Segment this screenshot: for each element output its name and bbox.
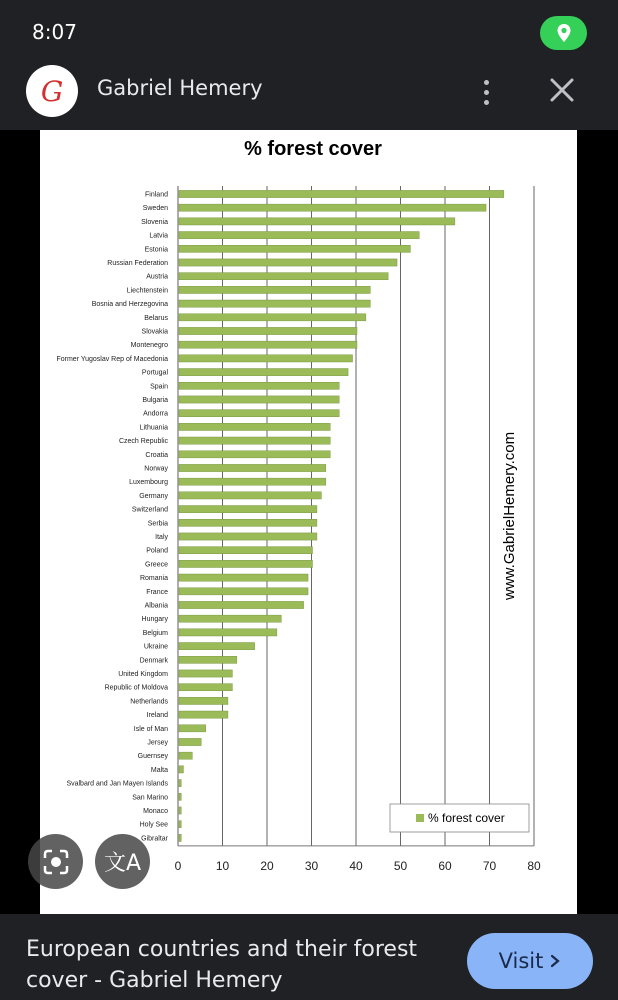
category-label: Finland bbox=[145, 191, 168, 199]
x-tick-label: 70 bbox=[482, 858, 497, 873]
bar-svalbard-and-jan-mayen-islands bbox=[179, 780, 181, 787]
bar-croatia bbox=[179, 451, 330, 458]
location-pin-icon bbox=[556, 23, 572, 43]
bar-italy bbox=[179, 533, 317, 540]
bar-belgium bbox=[179, 629, 277, 636]
bar-estonia bbox=[179, 245, 410, 252]
bar-russian-federation bbox=[179, 259, 397, 266]
bar-switzerland bbox=[179, 506, 317, 513]
bar-france bbox=[179, 588, 308, 595]
more-dot-icon bbox=[484, 80, 489, 85]
category-label: Germany bbox=[139, 492, 168, 500]
bar-united-kingdom bbox=[179, 670, 232, 677]
app-bar bbox=[0, 64, 618, 130]
google-lens-button[interactable] bbox=[28, 834, 83, 889]
location-indicator bbox=[540, 16, 587, 50]
category-label: Albania bbox=[144, 602, 168, 610]
source-avatar[interactable] bbox=[26, 65, 78, 117]
close-icon[interactable] bbox=[546, 74, 578, 106]
category-label: Spain bbox=[150, 383, 168, 391]
bar-sweden bbox=[179, 204, 486, 211]
category-label: Denmark bbox=[139, 657, 168, 665]
category-label: Switzerland bbox=[131, 506, 168, 514]
category-label: United Kingdom bbox=[118, 671, 168, 678]
x-tick-label: 80 bbox=[527, 858, 541, 873]
bar-hungary bbox=[179, 615, 281, 622]
bar-bulgaria bbox=[179, 396, 339, 403]
legend-label: % forest cover bbox=[428, 811, 505, 825]
status-bar bbox=[0, 0, 618, 64]
bar-montenegro bbox=[179, 341, 357, 348]
bar-portugal bbox=[179, 369, 348, 376]
category-label: San Marino bbox=[132, 794, 168, 802]
category-label: Serbia bbox=[147, 520, 168, 528]
category-label: Belarus bbox=[144, 314, 168, 322]
bar-norway bbox=[179, 464, 326, 471]
visit-label: Visit bbox=[498, 949, 544, 973]
chart-legend bbox=[390, 804, 529, 832]
category-label: Liechtenstein bbox=[126, 287, 168, 295]
translate-button[interactable] bbox=[95, 834, 150, 889]
bar-greece bbox=[179, 560, 313, 567]
x-tick-label: 50 bbox=[393, 858, 408, 873]
category-label: Svalbard and Jan Mayen Islands bbox=[66, 780, 168, 788]
image-viewer[interactable] bbox=[0, 130, 618, 914]
category-label: Croatia bbox=[145, 451, 168, 459]
category-label: Slovenia bbox=[141, 218, 168, 226]
category-label: Poland bbox=[146, 547, 168, 555]
chart-image bbox=[40, 130, 577, 914]
legend-swatch bbox=[416, 814, 424, 822]
category-label: Portugal bbox=[141, 369, 168, 377]
category-label: Belgium bbox=[142, 629, 168, 637]
bar-isle-of-man bbox=[179, 725, 206, 732]
bar-slovakia bbox=[179, 327, 357, 334]
bar-san-marino bbox=[179, 793, 181, 800]
bar-jersey bbox=[179, 738, 201, 745]
more-options-button[interactable] bbox=[472, 72, 500, 112]
category-label: Estonia bbox=[144, 246, 168, 254]
category-label: Latvia bbox=[149, 232, 168, 240]
category-label: Luxembourg bbox=[129, 479, 168, 487]
category-label: Bulgaria bbox=[142, 397, 168, 404]
bar-gibraltar bbox=[179, 834, 181, 841]
category-label: Slovakia bbox=[141, 328, 168, 336]
x-tick-label: 40 bbox=[349, 858, 363, 873]
x-tick-label: 20 bbox=[260, 858, 274, 873]
category-label: Republic of Moldova bbox=[104, 684, 168, 692]
category-label: Gibraltar bbox=[141, 835, 168, 843]
more-dot-icon bbox=[484, 100, 489, 105]
bar-ukraine bbox=[179, 643, 255, 650]
category-label: Monaco bbox=[143, 808, 168, 815]
category-label: Jersey bbox=[147, 739, 168, 747]
bar-andorra bbox=[179, 410, 339, 417]
chart-title: % forest cover bbox=[244, 138, 382, 160]
more-dot-icon bbox=[484, 90, 489, 95]
bar-poland bbox=[179, 547, 313, 554]
google-lens-icon bbox=[41, 847, 71, 877]
x-tick-label: 0 bbox=[174, 858, 182, 873]
category-label: Italy bbox=[155, 534, 168, 541]
category-label: Hungary bbox=[141, 616, 168, 624]
bar-monaco bbox=[179, 807, 181, 814]
category-label: Czech Republic bbox=[118, 438, 168, 446]
bar-latvia bbox=[179, 232, 419, 239]
category-label: Malta bbox=[150, 766, 168, 774]
bar-liechtenstein bbox=[179, 286, 370, 293]
category-label: Greece bbox=[145, 561, 168, 569]
category-label: France bbox=[146, 588, 168, 596]
x-tick-label: 30 bbox=[304, 858, 319, 873]
category-label: Ireland bbox=[146, 712, 168, 720]
category-label: Guernsey bbox=[137, 753, 168, 761]
result-caption[interactable]: European countries and their forest cover - Gabriel Hemery bbox=[26, 937, 418, 993]
category-label: Netherlands bbox=[130, 698, 168, 706]
category-label: Holy See bbox=[139, 821, 168, 829]
avatar-letter: G bbox=[40, 74, 64, 108]
category-label: Lithuania bbox=[139, 424, 168, 432]
category-label: Montenegro bbox=[130, 342, 168, 350]
status-time: 8:07 bbox=[32, 20, 77, 44]
bar-serbia bbox=[179, 519, 317, 526]
x-tick-label: 10 bbox=[215, 858, 230, 873]
bar-albania bbox=[179, 601, 304, 608]
bar-holy-see bbox=[179, 821, 181, 828]
bar-lithuania bbox=[179, 423, 330, 430]
bar-luxembourg bbox=[179, 478, 326, 485]
category-label: Norway bbox=[144, 465, 168, 473]
bar-slovenia bbox=[179, 218, 455, 225]
bar-ireland bbox=[179, 711, 228, 718]
category-label: Andorra bbox=[143, 410, 168, 418]
bar-finland bbox=[179, 190, 504, 197]
bar-republic-of-moldova bbox=[179, 684, 232, 691]
bar-belarus bbox=[179, 314, 366, 321]
category-label: Romania bbox=[139, 575, 168, 583]
source-name[interactable]: Gabriel Hemery bbox=[97, 76, 263, 100]
bar-czech-republic bbox=[179, 437, 330, 444]
chart-watermark: www.GabrielHemery.com bbox=[501, 431, 518, 600]
bar-spain bbox=[179, 382, 339, 389]
visit-button[interactable] bbox=[467, 933, 593, 989]
bar-germany bbox=[179, 492, 321, 499]
category-label: Austria bbox=[146, 273, 168, 281]
bar-former-yugoslav-rep-of-macedonia bbox=[179, 355, 353, 362]
category-label: Ukraine bbox=[143, 643, 168, 651]
category-label: Russian Federation bbox=[107, 260, 168, 267]
bar-malta bbox=[179, 766, 183, 773]
bar-netherlands bbox=[179, 697, 228, 704]
bar-romania bbox=[179, 574, 308, 581]
bar-austria bbox=[179, 273, 388, 280]
category-label: Bosnia and Herzegovina bbox=[91, 301, 168, 309]
category-label: Sweden bbox=[142, 205, 168, 213]
bar-bosnia-and-herzegovina bbox=[179, 300, 370, 307]
category-label: Isle of Man bbox=[133, 725, 168, 733]
result-footer bbox=[0, 914, 618, 1000]
bar-guernsey bbox=[179, 752, 192, 759]
category-label: Former Yugoslav Rep of Macedonia bbox=[56, 355, 168, 363]
translate-icon: 文A bbox=[103, 851, 142, 876]
chevron-right-icon bbox=[549, 954, 561, 968]
forest-cover-chart bbox=[40, 130, 577, 914]
x-tick-label: 60 bbox=[438, 858, 452, 873]
bar-denmark bbox=[179, 656, 237, 663]
